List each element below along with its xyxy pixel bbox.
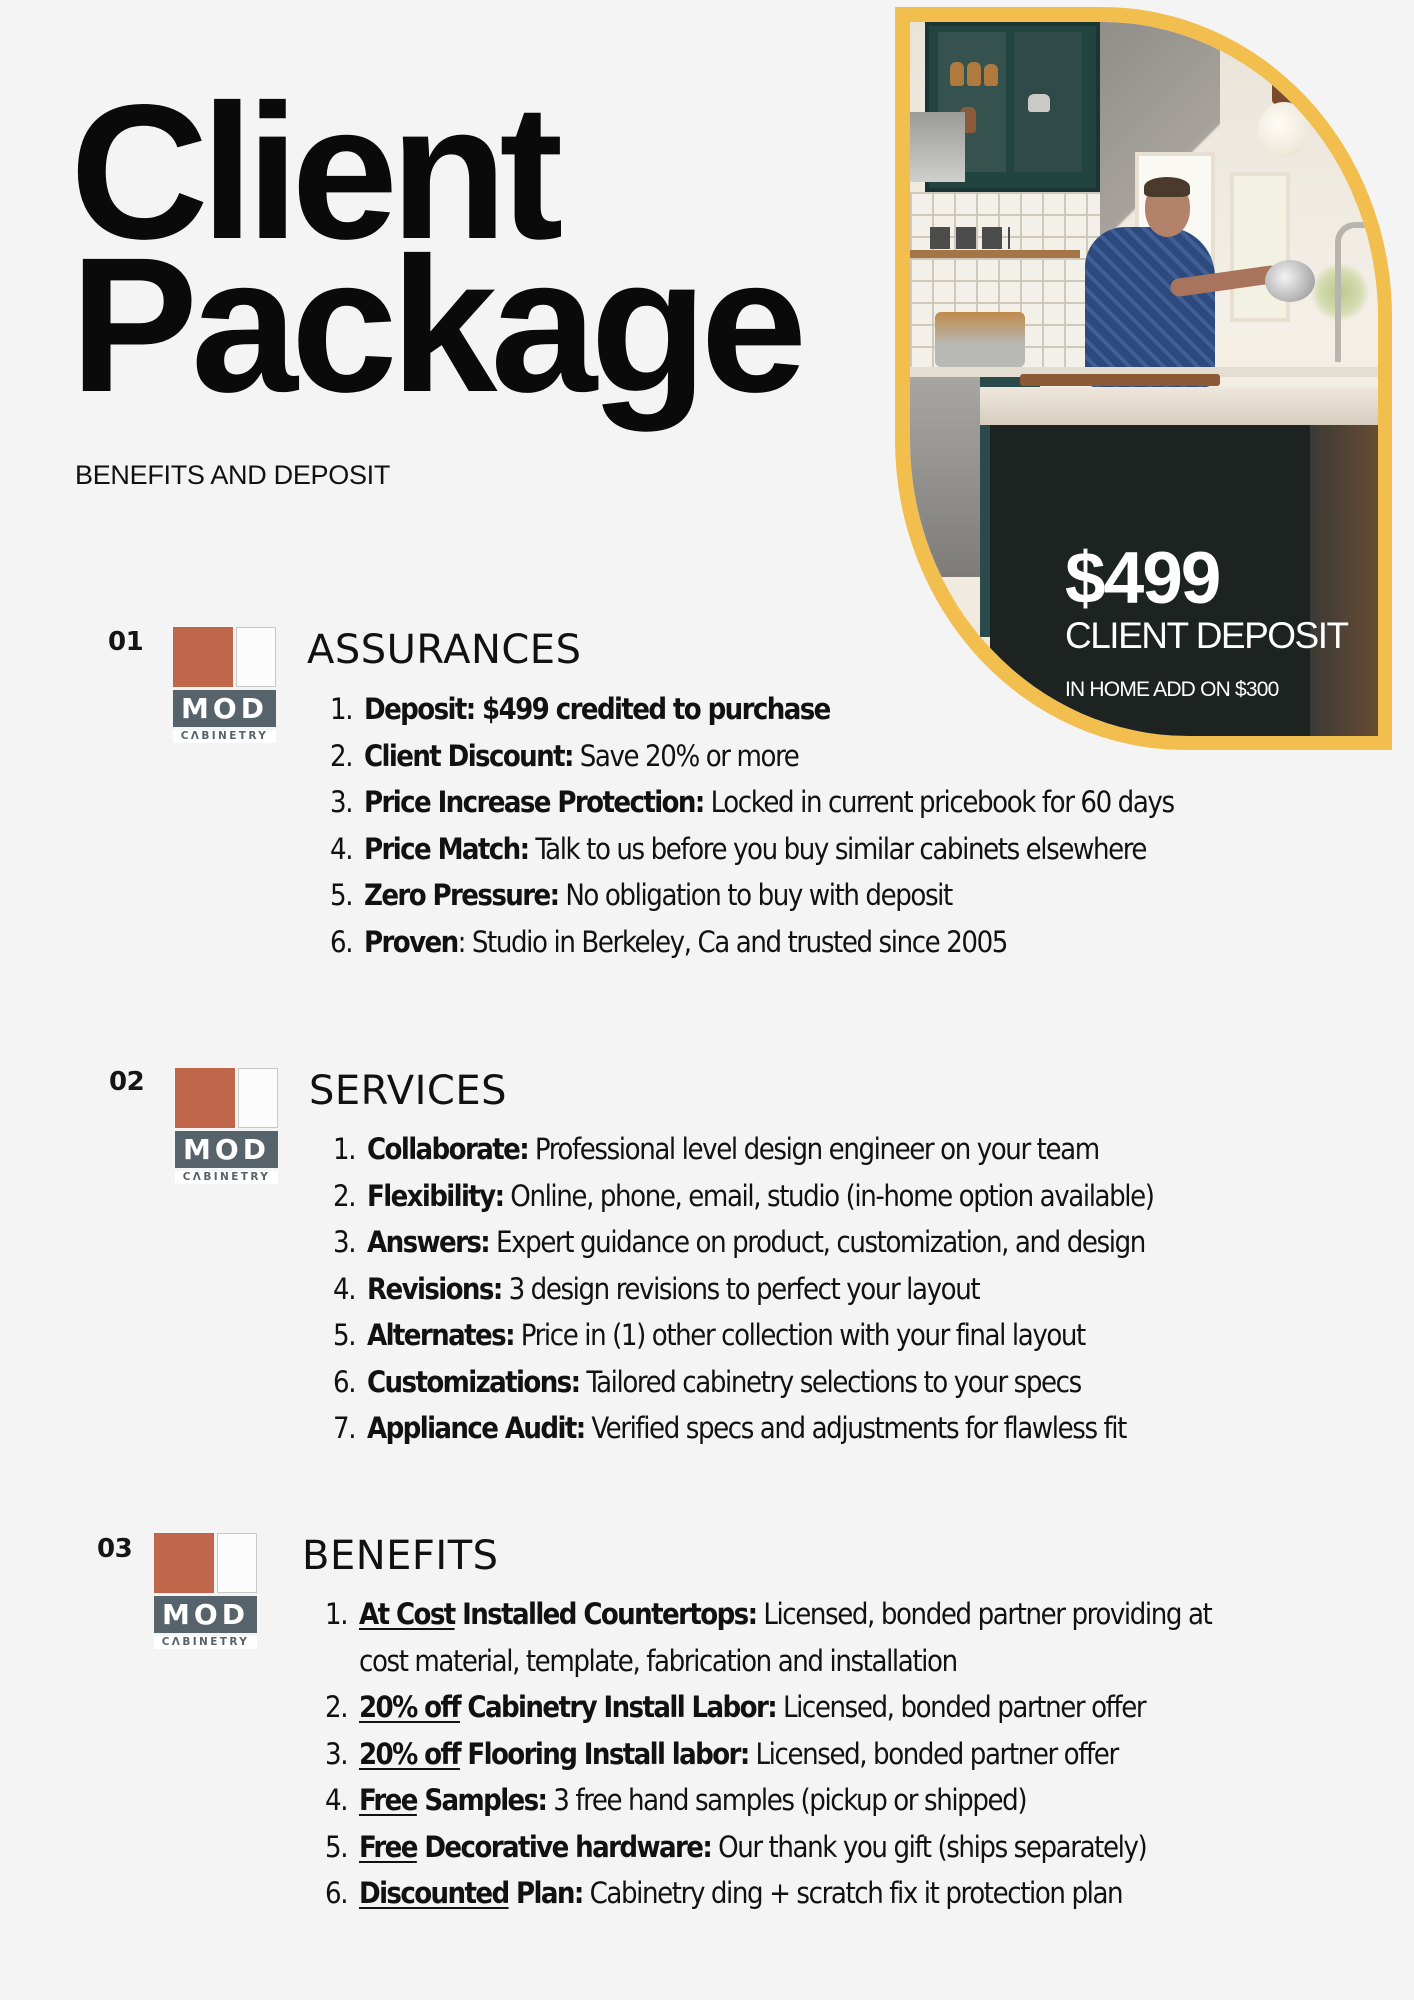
item-text: 3 free hand samples (pickup or shipped): [546, 1783, 1027, 1817]
logo-white-square: [236, 627, 276, 687]
page-subtitle: BENEFITS AND DEPOSIT: [75, 460, 391, 490]
section-number: 03: [97, 1534, 133, 1564]
logo-orange-square: [173, 627, 233, 687]
item-text: Expert guidance on product, customization, and design: [489, 1225, 1145, 1259]
item-heading: Flexibility:: [367, 1178, 504, 1213]
in-home-addon-label: IN HOME ADD ON $300: [1065, 678, 1279, 701]
list-item: [333, 1219, 1154, 1266]
item-heading: Installed Countertops:: [454, 1597, 757, 1631]
list-item: [330, 779, 1174, 826]
photo-jar: [950, 62, 964, 86]
list-item: [325, 1591, 1211, 1684]
item-number: 5.: [330, 878, 353, 912]
item-heading: Answers:: [367, 1225, 490, 1259]
item-highlight: Discounted: [359, 1876, 509, 1910]
item-heading: Deposit: $499 credited to purchase: [364, 692, 830, 726]
photo-range-hood: [910, 112, 965, 182]
list-item: [330, 872, 1174, 919]
services-list: [333, 1126, 1154, 1452]
page-title-line-1: Client: [70, 64, 556, 279]
item-number: 4.: [330, 831, 353, 866]
item-number: 2.: [325, 1690, 348, 1724]
item-heading: Decorative hardware:: [416, 1829, 712, 1864]
item-text: Locked in current pricebook for 60 days: [703, 785, 1174, 819]
list-item: [330, 919, 1174, 966]
photo-pendant-cap: [1272, 82, 1294, 104]
item-heading: Collaborate:: [367, 1132, 529, 1166]
item-number: 3.: [333, 1225, 356, 1259]
logo-subtext: CΛBINETRY: [154, 1636, 257, 1649]
item-highlight: Free: [359, 1829, 417, 1864]
section-title: BENEFITS: [302, 1533, 499, 1579]
item-number: 2.: [333, 1178, 356, 1213]
item-heading: Proven: [364, 924, 458, 959]
item-heading: Cabinetry Install Labor:: [459, 1690, 777, 1724]
item-number: 6.: [333, 1364, 356, 1399]
item-heading: Zero Pressure:: [364, 878, 559, 912]
list-item: [325, 1777, 1211, 1824]
item-text: Professional level design engineer on your team: [528, 1132, 1099, 1166]
section-number: 02: [109, 1067, 145, 1097]
section-number: 01: [108, 627, 144, 657]
photo-person: [1085, 227, 1215, 387]
list-item: [330, 686, 1174, 733]
list-item: [325, 1684, 1211, 1731]
pendant-lamp-icon: [1258, 102, 1310, 158]
list-item: [333, 1405, 1154, 1452]
item-number: 2.: [330, 738, 353, 773]
photo-cups: [930, 227, 1010, 249]
item-number: 6.: [330, 924, 353, 959]
photo-person-hair: [1144, 177, 1190, 197]
page-title-line-2: Package: [70, 217, 801, 432]
list-item: [325, 1870, 1211, 1917]
hero-photo-frame: [895, 7, 1392, 750]
mod-cabinetry-logo: [175, 1068, 278, 1184]
item-text: No obligation to buy with deposit: [558, 878, 952, 912]
item-number: 1.: [330, 692, 353, 726]
list-item: [325, 1824, 1211, 1871]
photo-jar: [984, 64, 998, 86]
logo-subtext: CΛBINETRY: [173, 730, 276, 743]
item-text: Verified specs and adjustments for flawless fit: [584, 1411, 1126, 1445]
mod-cabinetry-logo: [173, 627, 276, 743]
item-heading: Appliance Audit:: [367, 1411, 585, 1445]
item-text: 3 design revisions to perfect your layout: [501, 1271, 980, 1306]
logo-white-square: [217, 1533, 257, 1593]
list-item: [333, 1266, 1154, 1313]
item-heading: Samples:: [416, 1783, 547, 1817]
benefits-list: [325, 1591, 1211, 1917]
item-text: Licensed, bonded partner providing at: [756, 1597, 1212, 1631]
photo-jar: [967, 62, 981, 86]
photo-island-countertop: [980, 387, 1378, 425]
item-heading: Flooring Install labor:: [459, 1736, 749, 1771]
logo-orange-square: [175, 1068, 235, 1128]
logo-orange-square: [154, 1533, 214, 1593]
photo-island-side: [1310, 425, 1378, 736]
item-text: Save 20% or more: [572, 738, 799, 773]
item-highlight: At Cost: [359, 1597, 455, 1631]
item-number: 7.: [333, 1411, 356, 1445]
logo-wordmark: MOD: [175, 1131, 278, 1168]
item-number: 6.: [325, 1876, 348, 1910]
item-text: Talk to us before you buy similar cabinets elsewhere: [528, 831, 1147, 866]
item-highlight: 20% off: [359, 1690, 460, 1724]
section-title: ASSURANCES: [307, 627, 582, 673]
item-number: 5.: [325, 1829, 348, 1864]
item-text: Our thank you gift (ships separately): [711, 1829, 1147, 1864]
item-text: Licensed, bonded partner offer: [748, 1736, 1118, 1771]
photo-faucet: [1335, 222, 1365, 362]
item-highlight: Free: [359, 1783, 417, 1817]
item-heading: Plan:: [508, 1876, 583, 1910]
item-text: Price in (1) other collection with your final layout: [513, 1318, 1085, 1352]
assurances-list: [330, 686, 1174, 965]
item-number: 3.: [325, 1736, 348, 1771]
item-number: 4.: [325, 1783, 348, 1817]
item-heading: Customizations:: [367, 1364, 580, 1399]
item-heading: Revisions:: [367, 1271, 502, 1306]
item-text: Online, phone, email, studio (in-home option available): [503, 1178, 1154, 1213]
photo-bowl: [1028, 94, 1050, 112]
item-highlight: 20% off: [359, 1736, 460, 1771]
item-text-continuation: cost material, template, fabrication and installation: [359, 1643, 957, 1678]
item-text: Cabinetry ding + scratch fix it protection plan: [582, 1876, 1123, 1910]
photo-utensils: [935, 312, 1025, 367]
item-number: 5.: [333, 1318, 356, 1352]
list-item: [333, 1312, 1154, 1359]
mod-cabinetry-logo: [154, 1533, 257, 1649]
item-number: 1.: [325, 1597, 348, 1631]
photo-shelf: [910, 250, 1080, 258]
list-item: [333, 1173, 1154, 1220]
item-number: 4.: [333, 1271, 356, 1306]
kitchen-photo: [910, 22, 1378, 736]
photo-stove: [910, 377, 980, 577]
logo-white-square: [238, 1068, 278, 1128]
item-number: 1.: [333, 1132, 356, 1166]
item-number: 3.: [330, 785, 353, 819]
list-item: [325, 1731, 1211, 1778]
item-text: Tailored cabinetry selections to your specs: [579, 1364, 1081, 1399]
item-heading: Price Match:: [364, 831, 529, 866]
deposit-price: $499: [1065, 538, 1220, 619]
list-item: [333, 1359, 1154, 1406]
item-heading: Alternates:: [367, 1318, 514, 1352]
item-heading: Price Increase Protection:: [364, 785, 704, 819]
logo-wordmark: MOD: [173, 690, 276, 727]
photo-kettle: [1265, 260, 1315, 302]
logo-wordmark: MOD: [154, 1596, 257, 1633]
photo-cutting-board: [1020, 374, 1220, 386]
item-text: Licensed, bonded partner offer: [776, 1690, 1146, 1724]
list-item: [333, 1126, 1154, 1173]
section-title: SERVICES: [309, 1068, 508, 1114]
deposit-label: CLIENT DEPOSIT: [1065, 615, 1348, 656]
item-text: : Studio in Berkeley, Ca and trusted since 2005: [457, 924, 1007, 959]
list-item: [330, 733, 1174, 780]
logo-subtext: CΛBINETRY: [175, 1171, 278, 1184]
list-item: [330, 826, 1174, 873]
item-heading: Client Discount:: [364, 738, 573, 773]
